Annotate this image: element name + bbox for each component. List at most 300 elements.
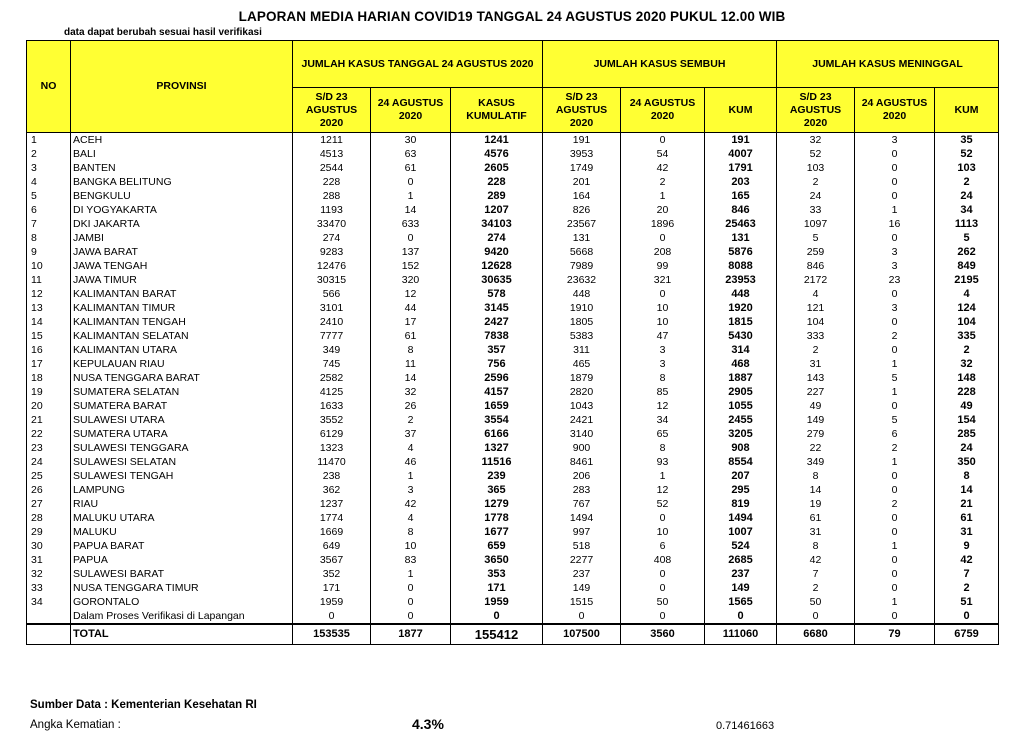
cell-sembuh-kum: 1815 — [705, 315, 777, 329]
cell-no: 18 — [27, 371, 71, 385]
cell-kasus-sd: 33470 — [293, 217, 371, 231]
cell-kasus-sd: 2410 — [293, 315, 371, 329]
cell-kasus-kumulatif: 274 — [451, 231, 543, 245]
cell-provinsi: SULAWESI UTARA — [71, 413, 293, 427]
cell-sembuh-24: 99 — [621, 259, 705, 273]
cell-no: 2 — [27, 147, 71, 161]
cell-kasus-kumulatif: 1677 — [451, 525, 543, 539]
header-meninggal-kum: KUM — [935, 88, 999, 133]
header-no: NO — [27, 41, 71, 133]
cell-kasus-24: 12 — [371, 287, 451, 301]
page-title: LAPORAN MEDIA HARIAN COVID19 TANGGAL 24 AGUSTUS 2020 PUKUL 12.00 WIB — [238, 9, 786, 24]
cell-no: 12 — [27, 287, 71, 301]
cell-sembuh-sd: 2277 — [543, 553, 621, 567]
cell-meninggal-kum: 285 — [935, 427, 999, 441]
cell-sembuh-sd: 465 — [543, 357, 621, 371]
table-row — [27, 469, 999, 483]
cell-provinsi: BALI — [71, 147, 293, 161]
cell-meninggal-sd: 279 — [777, 427, 855, 441]
cell-sembuh-sd: 1515 — [543, 595, 621, 609]
table-row — [27, 511, 999, 525]
cell-meninggal-kum: 2 — [935, 343, 999, 357]
header-meninggal-24: 24 AGUSTUS 2020 — [855, 88, 935, 133]
cell-meninggal-kum: 24 — [935, 441, 999, 455]
cell-kasus-kumulatif: 1778 — [451, 511, 543, 525]
cell-provinsi: SULAWESI BARAT — [71, 567, 293, 581]
cell-sembuh-24: 0 — [621, 511, 705, 525]
cell-meninggal-24: 1 — [855, 385, 935, 399]
cell-meninggal-kum: 9 — [935, 539, 999, 553]
cell-meninggal-kum: 4 — [935, 287, 999, 301]
cell-no: 26 — [27, 483, 71, 497]
cell-meninggal-24: 0 — [855, 399, 935, 413]
cell-meninggal-kum: 7 — [935, 567, 999, 581]
cell-sembuh-kum: 314 — [705, 343, 777, 357]
table-row — [27, 133, 999, 148]
total-meninggal-kum: 6759 — [935, 624, 999, 645]
cell-no: 13 — [27, 301, 71, 315]
cell-sembuh-sd: 1879 — [543, 371, 621, 385]
cell-kasus-24: 633 — [371, 217, 451, 231]
cell-sembuh-24: 34 — [621, 413, 705, 427]
cell-meninggal-24: 1 — [855, 595, 935, 609]
cell-kasus-kumulatif: 3554 — [451, 413, 543, 427]
header-kasus-kumulatif: KASUS KUMULATIF — [451, 88, 543, 133]
cell-kasus-sd: 1633 — [293, 399, 371, 413]
cell-no: 19 — [27, 385, 71, 399]
total-provinsi: TOTAL — [71, 624, 293, 645]
cell-sembuh-kum: 8554 — [705, 455, 777, 469]
cell-meninggal-24: 1 — [855, 455, 935, 469]
cell-kasus-kumulatif: 30635 — [451, 273, 543, 287]
cell-sembuh-kum: 25463 — [705, 217, 777, 231]
cell-meninggal-kum: 49 — [935, 399, 999, 413]
cell-meninggal-sd: 4 — [777, 287, 855, 301]
cell-provinsi: SULAWESI TENGGARA — [71, 441, 293, 455]
cell-kasus-24: 8 — [371, 343, 451, 357]
cell-kasus-24: 4 — [371, 441, 451, 455]
cell-sembuh-sd: 0 — [543, 609, 621, 624]
cell-meninggal-24: 1 — [855, 203, 935, 217]
table-row — [27, 553, 999, 567]
cell-meninggal-kum: 61 — [935, 511, 999, 525]
cell-sembuh-24: 10 — [621, 315, 705, 329]
cell-meninggal-kum: 35 — [935, 133, 999, 148]
cell-sembuh-sd: 206 — [543, 469, 621, 483]
cell-sembuh-sd: 767 — [543, 497, 621, 511]
cell-meninggal-kum: 148 — [935, 371, 999, 385]
cell-sembuh-sd: 201 — [543, 175, 621, 189]
cell-provinsi: SULAWESI TENGAH — [71, 469, 293, 483]
cell-sembuh-sd: 23567 — [543, 217, 621, 231]
cell-meninggal-24: 0 — [855, 161, 935, 175]
header-meninggal-sd: S/D 23 AGUSTUS 2020 — [777, 88, 855, 133]
cell-kasus-kumulatif: 578 — [451, 287, 543, 301]
cell-no: 4 — [27, 175, 71, 189]
cell-meninggal-sd: 104 — [777, 315, 855, 329]
cell-meninggal-sd: 2 — [777, 343, 855, 357]
cell-meninggal-sd: 24 — [777, 189, 855, 203]
cell-meninggal-kum: 2195 — [935, 273, 999, 287]
cell-sembuh-sd: 5383 — [543, 329, 621, 343]
cell-kasus-24: 14 — [371, 371, 451, 385]
cell-provinsi: Dalam Proses Verifikasi di Lapangan — [71, 609, 293, 624]
cell-sembuh-kum: 149 — [705, 581, 777, 595]
total-meninggal-24: 79 — [855, 624, 935, 645]
cell-sembuh-sd: 283 — [543, 483, 621, 497]
table-row — [27, 259, 999, 273]
cell-kasus-sd: 1774 — [293, 511, 371, 525]
cell-meninggal-sd: 42 — [777, 553, 855, 567]
cell-kasus-sd: 30315 — [293, 273, 371, 287]
cell-provinsi: BENGKULU — [71, 189, 293, 203]
cell-kasus-kumulatif: 6166 — [451, 427, 543, 441]
cell-no — [27, 609, 71, 624]
cell-meninggal-sd: 149 — [777, 413, 855, 427]
cell-provinsi: JAWA BARAT — [71, 245, 293, 259]
cell-kasus-sd: 12476 — [293, 259, 371, 273]
table-row — [27, 217, 999, 231]
cell-provinsi: NUSA TENGGARA TIMUR — [71, 581, 293, 595]
cell-sembuh-kum: 1007 — [705, 525, 777, 539]
cell-meninggal-sd: 61 — [777, 511, 855, 525]
cell-meninggal-sd: 32 — [777, 133, 855, 148]
cell-kasus-24: 37 — [371, 427, 451, 441]
cell-sembuh-24: 42 — [621, 161, 705, 175]
cell-kasus-sd: 1211 — [293, 133, 371, 148]
cell-meninggal-24: 0 — [855, 553, 935, 567]
cell-sembuh-24: 0 — [621, 231, 705, 245]
cell-sembuh-24: 0 — [621, 567, 705, 581]
cell-meninggal-24: 0 — [855, 567, 935, 581]
cell-kasus-sd: 566 — [293, 287, 371, 301]
cell-provinsi: NUSA TENGGARA BARAT — [71, 371, 293, 385]
cell-provinsi: JAWA TENGAH — [71, 259, 293, 273]
cell-meninggal-sd: 50 — [777, 595, 855, 609]
cell-meninggal-kum: 14 — [935, 483, 999, 497]
cell-sembuh-kum: 203 — [705, 175, 777, 189]
cell-sembuh-24: 321 — [621, 273, 705, 287]
table-row — [27, 189, 999, 203]
cell-no: 30 — [27, 539, 71, 553]
cell-meninggal-24: 1 — [855, 539, 935, 553]
cell-kasus-sd: 362 — [293, 483, 371, 497]
cell-kasus-kumulatif: 2596 — [451, 371, 543, 385]
cell-provinsi: BANTEN — [71, 161, 293, 175]
cell-sembuh-sd: 311 — [543, 343, 621, 357]
cell-sembuh-kum: 2685 — [705, 553, 777, 567]
table-row — [27, 609, 999, 624]
cell-kasus-24: 8 — [371, 525, 451, 539]
cell-kasus-kumulatif: 228 — [451, 175, 543, 189]
cell-kasus-kumulatif: 239 — [451, 469, 543, 483]
cell-no: 6 — [27, 203, 71, 217]
cell-kasus-24: 10 — [371, 539, 451, 553]
cell-kasus-sd: 1959 — [293, 595, 371, 609]
cell-kasus-sd: 3101 — [293, 301, 371, 315]
cell-kasus-kumulatif: 1241 — [451, 133, 543, 148]
cell-sembuh-kum: 5876 — [705, 245, 777, 259]
cell-meninggal-sd: 14 — [777, 483, 855, 497]
cell-no: 8 — [27, 231, 71, 245]
cell-meninggal-24: 23 — [855, 273, 935, 287]
table-row — [27, 455, 999, 469]
cell-provinsi: KALIMANTAN TIMUR — [71, 301, 293, 315]
cell-kasus-kumulatif: 34103 — [451, 217, 543, 231]
cell-kasus-sd: 649 — [293, 539, 371, 553]
cell-kasus-24: 4 — [371, 511, 451, 525]
cell-sembuh-kum: 191 — [705, 133, 777, 148]
cell-kasus-sd: 3567 — [293, 553, 371, 567]
cell-meninggal-sd: 103 — [777, 161, 855, 175]
cell-kasus-sd: 1237 — [293, 497, 371, 511]
cell-provinsi: KALIMANTAN SELATAN — [71, 329, 293, 343]
cell-meninggal-24: 0 — [855, 231, 935, 245]
cell-kasus-kumulatif: 2427 — [451, 315, 543, 329]
cell-kasus-kumulatif: 2605 — [451, 161, 543, 175]
cell-kasus-kumulatif: 171 — [451, 581, 543, 595]
cell-kasus-sd: 7777 — [293, 329, 371, 343]
cell-provinsi: PAPUA — [71, 553, 293, 567]
table-row — [27, 441, 999, 455]
table-row — [27, 301, 999, 315]
cell-sembuh-sd: 237 — [543, 567, 621, 581]
cell-sembuh-kum: 207 — [705, 469, 777, 483]
cell-provinsi: SUMATERA SELATAN — [71, 385, 293, 399]
cell-meninggal-24: 3 — [855, 133, 935, 148]
cell-meninggal-24: 0 — [855, 581, 935, 595]
cell-meninggal-sd: 2 — [777, 581, 855, 595]
cell-no: 16 — [27, 343, 71, 357]
cell-sembuh-24: 85 — [621, 385, 705, 399]
cell-kasus-sd: 171 — [293, 581, 371, 595]
cell-sembuh-24: 8 — [621, 371, 705, 385]
cell-sembuh-24: 10 — [621, 301, 705, 315]
table-row — [27, 497, 999, 511]
death-rate-label: Angka Kematian : — [30, 719, 121, 731]
cell-meninggal-kum: 262 — [935, 245, 999, 259]
covid-report-table — [26, 40, 999, 645]
cell-sembuh-24: 0 — [621, 133, 705, 148]
cell-sembuh-kum: 8088 — [705, 259, 777, 273]
cell-sembuh-24: 0 — [621, 581, 705, 595]
cell-kasus-sd: 4125 — [293, 385, 371, 399]
cell-sembuh-24: 1 — [621, 469, 705, 483]
cell-meninggal-24: 5 — [855, 413, 935, 427]
cell-kasus-24: 152 — [371, 259, 451, 273]
cell-meninggal-sd: 846 — [777, 259, 855, 273]
table-row — [27, 161, 999, 175]
cell-meninggal-kum: 8 — [935, 469, 999, 483]
cell-kasus-24: 17 — [371, 315, 451, 329]
cell-meninggal-sd: 33 — [777, 203, 855, 217]
cell-meninggal-kum: 31 — [935, 525, 999, 539]
cell-no: 3 — [27, 161, 71, 175]
cell-meninggal-sd: 7 — [777, 567, 855, 581]
cell-sembuh-kum: 5430 — [705, 329, 777, 343]
header-sembuh-sd: S/D 23 AGUSTUS 2020 — [543, 88, 621, 133]
cell-meninggal-24: 2 — [855, 497, 935, 511]
cell-provinsi: KALIMANTAN TENGAH — [71, 315, 293, 329]
cell-sembuh-kum: 165 — [705, 189, 777, 203]
cell-meninggal-kum: 104 — [935, 315, 999, 329]
table-row — [27, 371, 999, 385]
cell-meninggal-kum: 103 — [935, 161, 999, 175]
cell-kasus-sd: 9283 — [293, 245, 371, 259]
total-sembuh-24: 3560 — [621, 624, 705, 645]
cell-kasus-sd: 1669 — [293, 525, 371, 539]
cell-kasus-24: 44 — [371, 301, 451, 315]
table-row — [27, 581, 999, 595]
cell-sembuh-24: 1 — [621, 189, 705, 203]
cell-sembuh-sd: 997 — [543, 525, 621, 539]
cell-no: 5 — [27, 189, 71, 203]
cell-meninggal-kum: 2 — [935, 581, 999, 595]
cell-provinsi: GORONTALO — [71, 595, 293, 609]
cell-kasus-sd: 1193 — [293, 203, 371, 217]
cell-kasus-24: 1 — [371, 189, 451, 203]
cell-kasus-sd: 2582 — [293, 371, 371, 385]
cell-sembuh-sd: 8461 — [543, 455, 621, 469]
cell-meninggal-sd: 19 — [777, 497, 855, 511]
header-sembuh-kum: KUM — [705, 88, 777, 133]
cell-no: 25 — [27, 469, 71, 483]
cell-kasus-kumulatif: 7838 — [451, 329, 543, 343]
cell-meninggal-kum: 350 — [935, 455, 999, 469]
cell-meninggal-24: 5 — [855, 371, 935, 385]
total-kasus-sd: 153535 — [293, 624, 371, 645]
cell-provinsi: MALUKU UTARA — [71, 511, 293, 525]
cell-sembuh-sd: 900 — [543, 441, 621, 455]
cell-meninggal-24: 0 — [855, 483, 935, 497]
cell-sembuh-sd: 1749 — [543, 161, 621, 175]
cell-kasus-kumulatif: 1327 — [451, 441, 543, 455]
cell-meninggal-kum: 0 — [935, 609, 999, 624]
cell-kasus-sd: 2544 — [293, 161, 371, 175]
cell-sembuh-sd: 2820 — [543, 385, 621, 399]
table-row — [27, 343, 999, 357]
cell-kasus-kumulatif: 365 — [451, 483, 543, 497]
cell-meninggal-24: 0 — [855, 175, 935, 189]
table-row — [27, 399, 999, 413]
cell-kasus-kumulatif: 1207 — [451, 203, 543, 217]
cell-kasus-sd: 6129 — [293, 427, 371, 441]
cell-provinsi: BANGKA BELITUNG — [71, 175, 293, 189]
cell-no: 34 — [27, 595, 71, 609]
cell-meninggal-kum: 34 — [935, 203, 999, 217]
cell-kasus-sd: 0 — [293, 609, 371, 624]
header-group-kasus: JUMLAH KASUS TANGGAL 24 AGUSTUS 2020 — [293, 41, 543, 88]
cell-meninggal-24: 0 — [855, 343, 935, 357]
table-row — [27, 329, 999, 343]
cell-meninggal-sd: 143 — [777, 371, 855, 385]
header-kasus-24: 24 AGUSTUS 2020 — [371, 88, 451, 133]
cell-sembuh-24: 20 — [621, 203, 705, 217]
cell-sembuh-sd: 3953 — [543, 147, 621, 161]
cell-sembuh-kum: 1055 — [705, 399, 777, 413]
cell-provinsi: SULAWESI SELATAN — [71, 455, 293, 469]
cell-sembuh-24: 65 — [621, 427, 705, 441]
cell-sembuh-sd: 518 — [543, 539, 621, 553]
cell-sembuh-kum: 237 — [705, 567, 777, 581]
cell-kasus-24: 30 — [371, 133, 451, 148]
total-sembuh-kum: 111060 — [705, 624, 777, 645]
cell-sembuh-sd: 23632 — [543, 273, 621, 287]
cell-no: 10 — [27, 259, 71, 273]
page-subtitle: data dapat berubah sesuai hasil verifikasi — [64, 27, 262, 38]
table-row — [27, 567, 999, 581]
cell-sembuh-kum: 1565 — [705, 595, 777, 609]
cell-meninggal-24: 1 — [855, 357, 935, 371]
table-row — [27, 273, 999, 287]
cell-kasus-sd: 288 — [293, 189, 371, 203]
total-sembuh-sd: 107500 — [543, 624, 621, 645]
cell-kasus-sd: 1323 — [293, 441, 371, 455]
cell-kasus-kumulatif: 4576 — [451, 147, 543, 161]
cell-meninggal-sd: 31 — [777, 525, 855, 539]
cell-kasus-24: 42 — [371, 497, 451, 511]
cell-meninggal-sd: 121 — [777, 301, 855, 315]
cell-sembuh-24: 54 — [621, 147, 705, 161]
cell-no: 29 — [27, 525, 71, 539]
cell-no: 7 — [27, 217, 71, 231]
cell-meninggal-24: 3 — [855, 245, 935, 259]
cell-provinsi: PAPUA BARAT — [71, 539, 293, 553]
cell-sembuh-sd: 826 — [543, 203, 621, 217]
header-provinsi: PROVINSI — [71, 41, 293, 133]
cell-kasus-kumulatif: 12628 — [451, 259, 543, 273]
cell-provinsi: SUMATERA UTARA — [71, 427, 293, 441]
cell-meninggal-kum: 52 — [935, 147, 999, 161]
cell-meninggal-24: 0 — [855, 189, 935, 203]
cell-kasus-24: 0 — [371, 581, 451, 595]
cell-meninggal-kum: 5 — [935, 231, 999, 245]
cell-meninggal-kum: 51 — [935, 595, 999, 609]
cell-no: 17 — [27, 357, 71, 371]
cell-meninggal-24: 0 — [855, 315, 935, 329]
cell-sembuh-sd: 448 — [543, 287, 621, 301]
cell-no: 32 — [27, 567, 71, 581]
table-row — [27, 595, 999, 609]
cell-no: 33 — [27, 581, 71, 595]
cell-kasus-kumulatif: 9420 — [451, 245, 543, 259]
cell-sembuh-24: 6 — [621, 539, 705, 553]
cell-sembuh-sd: 1805 — [543, 315, 621, 329]
cell-meninggal-24: 0 — [855, 525, 935, 539]
cell-kasus-24: 26 — [371, 399, 451, 413]
header-kasus-sd: S/D 23 AGUSTUS 2020 — [293, 88, 371, 133]
cell-kasus-sd: 3552 — [293, 413, 371, 427]
table-row — [27, 245, 999, 259]
cell-kasus-kumulatif: 0 — [451, 609, 543, 624]
table-row — [27, 357, 999, 371]
cell-kasus-sd: 745 — [293, 357, 371, 371]
cell-sembuh-24: 208 — [621, 245, 705, 259]
cell-sembuh-kum: 295 — [705, 483, 777, 497]
cell-meninggal-sd: 2 — [777, 175, 855, 189]
cell-sembuh-kum: 131 — [705, 231, 777, 245]
cell-meninggal-sd: 259 — [777, 245, 855, 259]
cell-sembuh-kum: 23953 — [705, 273, 777, 287]
cell-meninggal-24: 0 — [855, 511, 935, 525]
cell-kasus-kumulatif: 3650 — [451, 553, 543, 567]
cell-meninggal-sd: 227 — [777, 385, 855, 399]
cell-provinsi: DKI JAKARTA — [71, 217, 293, 231]
cell-meninggal-kum: 2 — [935, 175, 999, 189]
cell-no: 1 — [27, 133, 71, 148]
cell-kasus-kumulatif: 4157 — [451, 385, 543, 399]
cell-kasus-24: 3 — [371, 483, 451, 497]
